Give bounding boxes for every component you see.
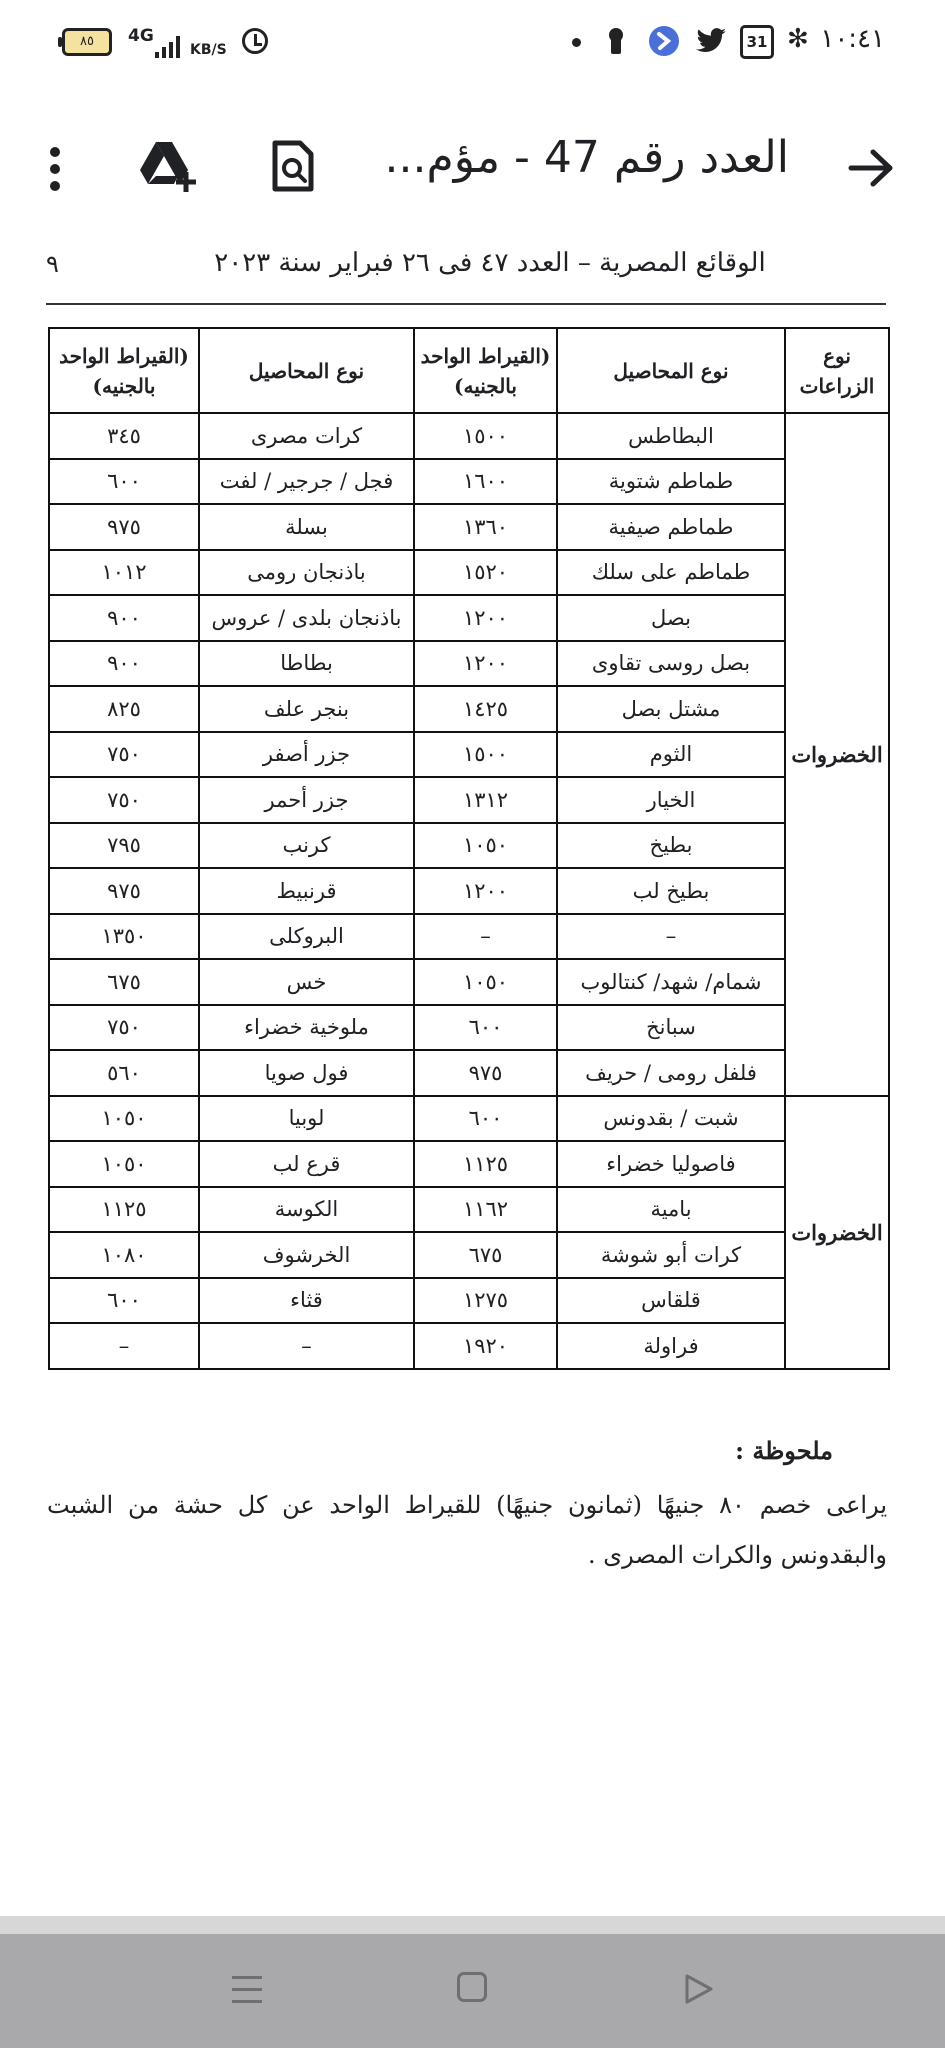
price-cell: ٩٠٠	[49, 595, 199, 641]
price-cell: ١١٦٢	[414, 1187, 557, 1233]
search-document-icon[interactable]	[272, 140, 314, 192]
price-cell: ٩٧٥	[49, 868, 199, 914]
note-title: ملحوظة :	[735, 1436, 833, 1465]
table-row	[49, 595, 889, 641]
price-cell: ٩٧٥	[49, 504, 199, 550]
crop-cell: بنجر علف	[199, 686, 414, 732]
nav-back-icon[interactable]	[683, 1972, 715, 2006]
price-cell: –	[49, 1323, 199, 1369]
price-cell: ٦٧٥	[414, 1232, 557, 1278]
battery-level: ٨٥	[80, 34, 94, 49]
price-cell: ٦٠٠	[49, 1278, 199, 1324]
nav-divider	[0, 1916, 945, 1934]
price-cell: ١٦٠٠	[414, 459, 557, 505]
table-row	[49, 1141, 889, 1187]
slack-icon: ✻	[787, 24, 809, 54]
notification-dot-icon	[572, 38, 581, 47]
price-cell: ١٠٥٠	[49, 1141, 199, 1187]
price-cell: ٣٤٥	[49, 413, 199, 459]
price-cell: ٧٥٠	[49, 1005, 199, 1051]
gazette-header: الوقائع المصرية – العدد ٤٧ فى ٢٦ فبراير سنة ٢٠٢٣	[214, 248, 766, 278]
crop-cell: الكوسة	[199, 1187, 414, 1233]
price-cell: ١٠٥٠	[414, 823, 557, 869]
crop-cell: –	[557, 914, 785, 960]
table-row	[49, 1232, 889, 1278]
home-button-icon[interactable]	[457, 1972, 487, 2002]
price-cell: ١١٢٥	[49, 1187, 199, 1233]
table-row	[49, 914, 889, 960]
recent-apps-icon[interactable]	[232, 1976, 262, 2012]
crop-cell: طماطم شتوية	[557, 459, 785, 505]
group-label: الخضروات	[785, 1096, 889, 1369]
crop-cell: باذنجان بلدى / عروس	[199, 595, 414, 641]
header-crop-2: نوع المحاصيل	[199, 328, 414, 413]
crop-cell: فجل / جرجير / لفت	[199, 459, 414, 505]
crop-cell: بصل روسى تقاوى	[557, 641, 785, 687]
crop-cell: الخيار	[557, 777, 785, 823]
header-type: نوع الزراعات	[785, 328, 889, 413]
price-cell: ١٢٠٠	[414, 868, 557, 914]
crop-cell: قرع لب	[199, 1141, 414, 1187]
price-cell: ٦٠٠	[414, 1096, 557, 1142]
price-cell: ٩٠٠	[49, 641, 199, 687]
price-cell: ١٠٥٠	[414, 959, 557, 1005]
crop-cell: فاصوليا خضراء	[557, 1141, 785, 1187]
crop-cell: الثوم	[557, 732, 785, 778]
table-row	[49, 641, 889, 687]
crop-cell: كرات أبو شوشة	[557, 1232, 785, 1278]
crop-cell: فلفل رومى / حريف	[557, 1050, 785, 1096]
price-cell: ١٠٥٠	[49, 1096, 199, 1142]
price-cell: ١٢٧٥	[414, 1278, 557, 1324]
price-cell: ٥٦٠	[49, 1050, 199, 1096]
crop-cell: طماطم على سلك	[557, 550, 785, 596]
price-cell: ١٤٢٥	[414, 686, 557, 732]
crop-cell: قرنبيط	[199, 868, 414, 914]
price-cell: ١٠١٢	[49, 550, 199, 596]
back-arrow-icon[interactable]	[846, 148, 896, 188]
group-label: الخضروات	[785, 413, 889, 1096]
crop-cell: خس	[199, 959, 414, 1005]
crop-cell: بطيخ لب	[557, 868, 785, 914]
price-cell: ١٢٠٠	[414, 641, 557, 687]
price-cell: ١٥٠٠	[414, 413, 557, 459]
price-cell: ١٢٠٠	[414, 595, 557, 641]
crop-cell: جزر أصفر	[199, 732, 414, 778]
price-cell: ١٩٢٠	[414, 1323, 557, 1369]
crop-cell: شمام/ شهد/ كنتالوب	[557, 959, 785, 1005]
price-cell: ٨٢٥	[49, 686, 199, 732]
more-vert-icon[interactable]	[48, 146, 62, 192]
crop-cell: شبت / بقدونس	[557, 1096, 785, 1142]
crop-cell: طماطم صيفية	[557, 504, 785, 550]
page-number: ٩	[46, 250, 59, 278]
keyhole-icon	[603, 26, 629, 56]
table-row	[49, 823, 889, 869]
table-row	[49, 1096, 889, 1142]
table-row	[49, 1278, 889, 1324]
price-cell: –	[414, 914, 557, 960]
crop-cell: البروكلى	[199, 914, 414, 960]
crop-cell: البطاطس	[557, 413, 785, 459]
crop-cell: الخرشوف	[199, 1232, 414, 1278]
header-divider	[46, 303, 886, 305]
table-row	[49, 732, 889, 778]
crop-cell: بسلة	[199, 504, 414, 550]
crop-cell: قلقاس	[557, 1278, 785, 1324]
shazam-icon	[648, 25, 680, 57]
header-price-1: (القيراط الواحد بالجنيه)	[414, 328, 557, 413]
signal-icon	[155, 36, 189, 58]
data-rate-unit: KB/S	[190, 42, 227, 58]
price-cell: ١٠٨٠	[49, 1232, 199, 1278]
table-row	[49, 868, 889, 914]
crop-cell: –	[199, 1323, 414, 1369]
price-cell: ١٣٥٠	[49, 914, 199, 960]
table-row	[49, 504, 889, 550]
crop-cell: باذنجان رومى	[199, 550, 414, 596]
price-cell: ١٥٢٠	[414, 550, 557, 596]
table-row	[49, 550, 889, 596]
note-body: يراعى خصم ٨٠ جنيهًا (ثمانون جنيهًا) للقيراط الواحد عن كل حشة من الشبت والبقدونس والكرات المصرى .	[47, 1491, 887, 1569]
table-row	[49, 1323, 889, 1369]
table-row	[49, 1050, 889, 1096]
price-cell: ٧٩٥	[49, 823, 199, 869]
crop-cell: مشتل بصل	[557, 686, 785, 732]
table-row	[49, 959, 889, 1005]
price-cell: ١٣٦٠	[414, 504, 557, 550]
clock: ١٠:٤١	[820, 24, 885, 54]
price-cell: ٦٠٠	[49, 459, 199, 505]
network-type: 4G	[128, 26, 154, 46]
table-row	[49, 459, 889, 505]
crop-cell: كرنب	[199, 823, 414, 869]
header-crop-1: نوع المحاصيل	[557, 328, 785, 413]
document-title: العدد رقم 47 - مؤم...	[384, 132, 789, 183]
price-cell: ١٣١٢	[414, 777, 557, 823]
crop-cell: لوبيا	[199, 1096, 414, 1142]
table-header-row	[49, 328, 889, 413]
crop-cell: فول صويا	[199, 1050, 414, 1096]
alarm-icon	[242, 28, 268, 54]
price-cell: ٧٥٠	[49, 732, 199, 778]
price-cell: ٩٧٥	[414, 1050, 557, 1096]
price-cell: ٧٥٠	[49, 777, 199, 823]
price-cell: ١٥٠٠	[414, 732, 557, 778]
crop-cell: بامية	[557, 1187, 785, 1233]
table-row	[49, 1005, 889, 1051]
status-bar	[0, 0, 945, 84]
header-price-2: (القيراط الواحد بالجنيه)	[49, 328, 199, 413]
add-to-drive-icon[interactable]	[138, 140, 198, 192]
twitter-icon	[695, 27, 727, 55]
calendar-icon: 31	[740, 25, 774, 59]
crop-cell: فراولة	[557, 1323, 785, 1369]
price-cell: ٦٠٠	[414, 1005, 557, 1051]
crop-cell: سبانخ	[557, 1005, 785, 1051]
crop-cell: جزر أحمر	[199, 777, 414, 823]
crop-cell: بصل	[557, 595, 785, 641]
table-row	[49, 686, 889, 732]
crop-price-table	[48, 327, 890, 1370]
crop-cell: ملوخية خضراء	[199, 1005, 414, 1051]
price-cell: ١١٢٥	[414, 1141, 557, 1187]
crop-cell: بطاطا	[199, 641, 414, 687]
price-cell: ٦٧٥	[49, 959, 199, 1005]
crop-cell: قثاء	[199, 1278, 414, 1324]
battery-icon	[62, 28, 112, 56]
table-row	[49, 413, 889, 459]
crop-cell: كرات مصرى	[199, 413, 414, 459]
crop-cell: بطيخ	[557, 823, 785, 869]
table-row	[49, 777, 889, 823]
table-row	[49, 1187, 889, 1233]
